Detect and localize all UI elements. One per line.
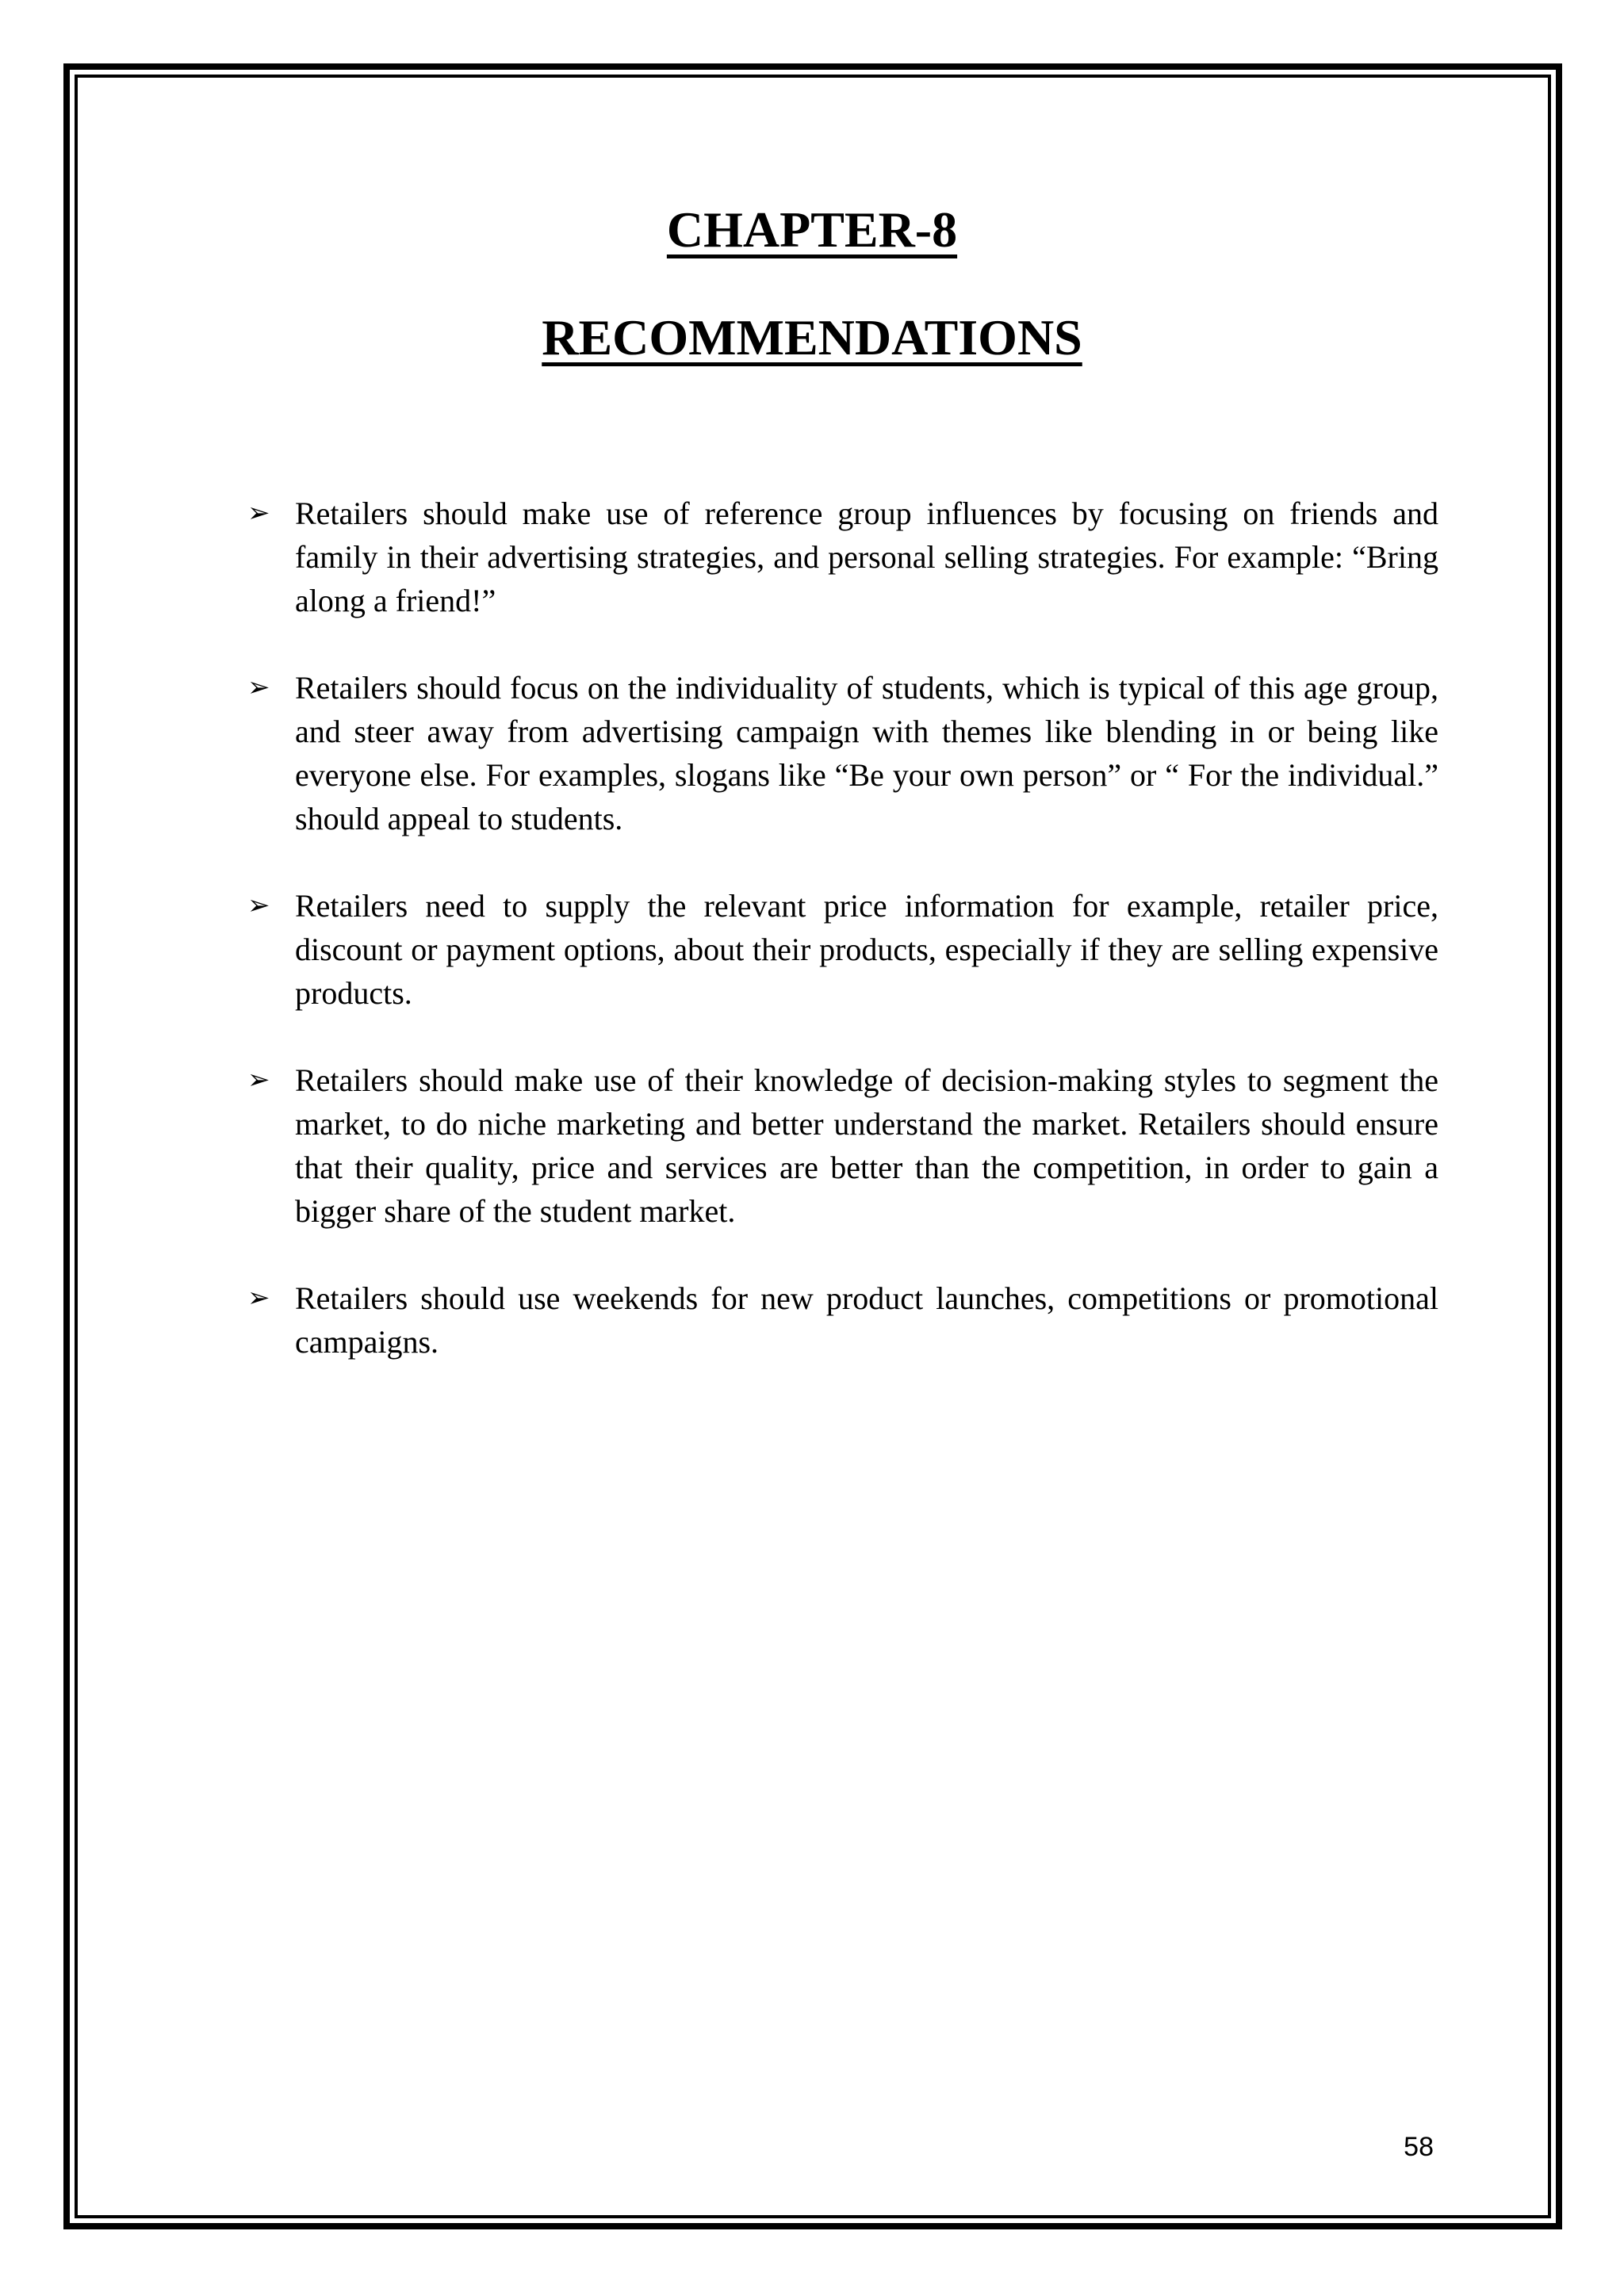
recommendations-list (238, 492, 1438, 1407)
section-heading-text: RECOMMENDATIONS (542, 309, 1082, 365)
arrow-bullet-icon: ➢ (247, 672, 270, 703)
arrow-bullet-icon: ➢ (247, 497, 270, 529)
recommendation-text: Retailers should make use of reference group influences by focusing on friends and family in their advertising strategies, and personal selling strategies. For example: “Bring along a friend!” (295, 496, 1438, 618)
recommendation-item (238, 666, 1438, 840)
chapter-heading (48, 198, 1576, 262)
chapter-heading-text: CHAPTER-8 (666, 201, 958, 258)
recommendation-item (238, 884, 1438, 1015)
page-number: 58 (1404, 2132, 1434, 2162)
recommendation-text: Retailers should make use of their knowledge of decision-making styles to segment the market, to do niche marketing and better understand the market. Retailers should ensure that their quality, price and services are better than the competition, in order to gain a bigger share of the student market. (295, 1062, 1438, 1229)
section-heading (48, 306, 1576, 369)
recommendation-text: Retailers should use weekends for new product launches, competitions or promotional campaigns. (295, 1280, 1438, 1360)
arrow-bullet-icon: ➢ (247, 1282, 270, 1314)
recommendation-item (238, 1058, 1438, 1233)
recommendation-item (238, 492, 1438, 622)
arrow-bullet-icon: ➢ (247, 1064, 270, 1096)
recommendation-text: Retailers should focus on the individuality of students, which is typical of this age group, and steer away from advertising campaign with themes like blending in or being like everyone else. For examples, slogans like “Be your own person” or “ For the individual.” should appeal to students. (295, 670, 1438, 836)
recommendation-item (238, 1276, 1438, 1364)
recommendation-text: Retailers need to supply the relevant price information for example, retailer price, discount or payment options, about their products, especially if they are selling expensive products. (295, 888, 1438, 1011)
arrow-bullet-icon: ➢ (247, 890, 270, 921)
